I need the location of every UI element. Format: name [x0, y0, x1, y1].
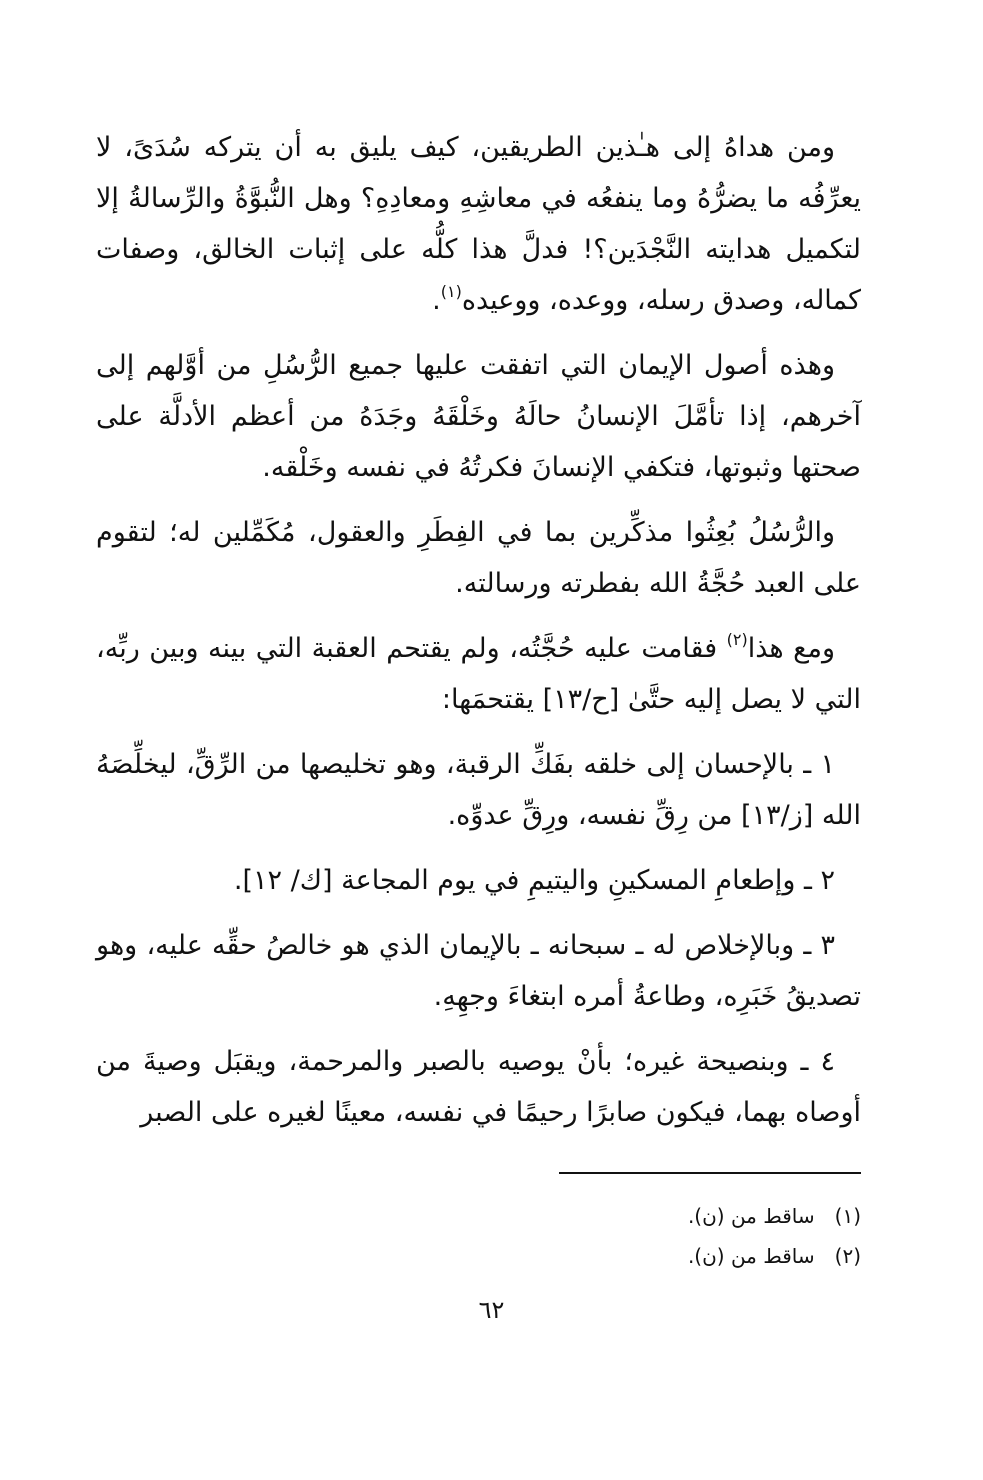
list-item-3: [96, 920, 861, 1022]
list-item-text: ٣ ـ وبالإخلاص له ـ سبحانه ـ بالإيمان الذي هو خالصُ حقِّه عليه، وهو تصديقُ خَبَرِه، وطاعةُ أمره ابتغاءَ وجهِهِ.: [96, 930, 861, 1012]
paragraph-text: فقامت عليه حُجَّتُه، ولم يقتحم العقبة التي بينه وبين ربِّه، التي لا يصل إليه حتَّىٰ [ح/١٣] يقتحمَها:: [96, 633, 861, 715]
paragraph-tail: .: [432, 285, 441, 316]
list-item-text: ٤ ـ وبنصيحة غيره؛ بأنْ يوصيه بالصبر والمرحمة، ويقبَل وصيةَ من أوصاه بهما، فيكون صابرًا رحيمًا في نفسه، معينًا لغيره على الصبر: [96, 1046, 861, 1128]
paragraph-3: [96, 507, 861, 609]
footnote-ref-1: (١): [440, 282, 462, 301]
footnote-ref-2: (٢): [726, 630, 748, 649]
list-item-1: [96, 739, 861, 841]
footnote-number: (٢): [834, 1244, 861, 1268]
main-text: [96, 122, 861, 1152]
paragraph-text: وهذه أصول الإيمان التي اتفقت عليها جميع الرُّسُلِ من أوَّلهم إلى آخرهم، إذا تأمَّلَ الإنسانُ حالَهُ وخَلْقَهُ وجَدَهُ من أعظم الأدلَّة على صحتها وثبوتها، فتكفي الإنسانَ فكرتُهُ في نفسه وخَلْقه.: [96, 350, 861, 483]
list-item-2: [96, 855, 861, 906]
list-item-4: [96, 1036, 861, 1138]
footnote-number: (١): [834, 1204, 861, 1228]
list-item-text: ٢ ـ وإطعامِ المسكينِ واليتيمِ في يوم المجاعة [ك/ ١٢].: [233, 865, 835, 896]
paragraph-lead: ومع هذا: [747, 633, 835, 664]
paragraph-4: [96, 623, 861, 725]
footnote-1: [361, 1196, 861, 1236]
footnote-2: [361, 1236, 861, 1276]
paragraph-text: والرُّسُلُ بُعِثُوا مذكِّرين بما في الفِطَرِ والعقول، مُكَمِّلين له؛ لتقوم على العبد حُجَّةُ الله بفطرته ورسالته.: [96, 517, 861, 599]
page-number: ٦٢: [478, 1296, 505, 1324]
paragraph-2: [96, 340, 861, 493]
footnote-divider: [559, 1172, 861, 1174]
paragraph-1: [96, 122, 861, 326]
list-item-text: ١ ـ بالإحسان إلى خلقه بفَكِّ الرقبة، وهو تخليصها من الرِّقِّ، ليخلِّصَهُ الله [ز/١٣] من رِقِّ نفسه، ورِقِّ عدوِّه.: [96, 749, 861, 831]
footnotes: [361, 1196, 861, 1276]
footnote-text: ساقط من (ن).: [687, 1244, 815, 1268]
paragraph-text: ومن هداهُ إلى هـٰذين الطريقين، كيف يليق به أن يتركه سُدَىً، لا يعرِّفُه ما يضرُّهُ وما ينفعُه في معاشِهِ ومعادِهِ؟ وهل النُّبوَّةُ والرِّسالةُ إلا لتكميل هدايته النَّجْدَين؟! فدلَّ هذا كلُّه على إثبات الخالق، وصفات كماله، وصدق رسله، ووعده، ووعيده: [96, 132, 861, 316]
footnote-text: ساقط من (ن).: [687, 1204, 815, 1228]
